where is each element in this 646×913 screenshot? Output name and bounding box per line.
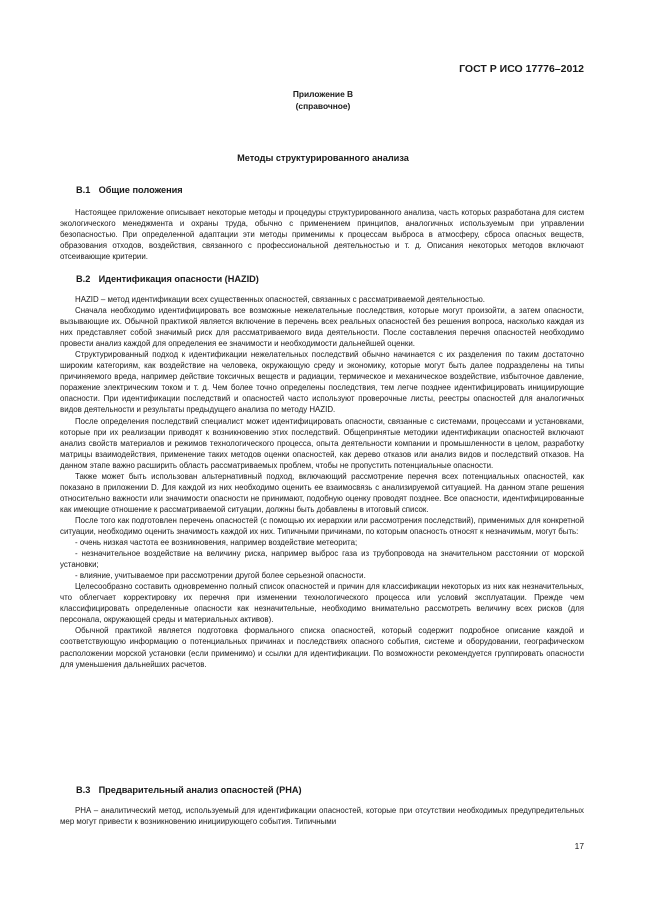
section-title: Предварительный анализ опасностей (PHA) [98, 785, 302, 795]
section-title: Общие положения [98, 185, 183, 195]
standard-header: ГОСТ Р ИСО 17776–2012 [459, 63, 584, 75]
paragraph: После определения последствий специалист может идентифицировать опасности, связанные с системами, процессами и установками, которые при их реализации приводят к возникновению этих последствий. Общепринятые методики идентификации опасностей включают анализ свойств материалов и режимов технологического процесса, опыта деятельности компании и промышленности в целом, разработку матрицы взаимодействия, применение таких методов оценки опасностей, как дерево отказов или анализ видов и последствий отказов. На данном этапе важно расширить область рассматриваемых проблем, чтобы не пропустить потенциальные опасности. [60, 416, 584, 470]
section-heading-b1 [76, 185, 183, 195]
main-title: Методы структурированного анализа [237, 153, 409, 163]
paragraph: Целесообразно составить одновременно полный список опасностей и причин для классификации некоторых из них как незначительных, что облегчает корректировку их перечня при изменении технологического процесса или условий эксплуатации. Прежде чем классифицировать определенные опасности как незначительные, необходимо внимательно рассмотреть величину всех рисков (для персонала, окружающей среды и материальных активов). [60, 582, 584, 625]
paragraph: Структурированный подход к идентификации нежелательных последствий обычно начинается с их разделения по таким достаточно широким категориям, как воздействие на человека, окружающую среду и экономику, которые могут быть далее подразделены на типы причиняемого вреда, например действие токсичных веществ и радиации, термическое и механическое воздействие, избыточное давление, поражение электрическим током и т. д. Чем более точно определены последствия, тем легче позднее идентифицировать инициирующие опасности. При идентификации последствий и опасностей часто используют проверочные листы, реестры опасностей для аналогичных видов деятельности и результаты предыдущего анализа по методу HAZID. [60, 350, 584, 415]
section-heading-b2 [76, 274, 259, 284]
paragraph: Обычной практикой является подготовка формального списка опасностей, который содержит подробное описание каждой и соответствующую информацию о потенциальных причинах и последствиях опасного события, системе и оборудовании, географическом расположении морской установки (если применимо) и ссылки для идентификации. По возможности рекомендуется группировать опасности для уменьшения дальнейших расчетов. [60, 626, 584, 669]
list-item: - очень низкая частота ее возникновения, например воздействие метеорита; [75, 538, 358, 548]
paragraph: После того как подготовлен перечень опасностей (с помощью их иерархии или рассмотрения последствий), применимых для конкретной ситуации, необходимо оценить значимость каждой их них. Типичными причинами, по которым опасность относят к незначимым, могут быть: [60, 515, 584, 536]
list-item: - незначительное воздействие на величину риска, например выброс газа из трубопровода на значительном расстоянии от морской установки; [60, 549, 584, 570]
annex-title: Приложение В [292, 89, 354, 99]
section-number: В.2 [76, 274, 91, 284]
paragraph: Сначала необходимо идентифицировать все возможные нежелательные последствия, которые могут произойти, а затем опасности, вызывающие их. Обычной практикой является включение в перечень всех реальных опасностей без решения вопроса, насколько каждая из них представляет собой значимый риск для рассматриваемого вида деятельности. После составления перечня опасностей необходимо провести анализ каждой для определения ее значимости и необходимости дальнейшей оценки. [60, 306, 584, 349]
paragraph: Настоящее приложение описывает некоторые методы и процедуры структурированного анализа, часть которых разработана для систем экологического менеджмента и охраны труда, обычно с применением принципов, аналогичных используемым при управлении безопасностью. При определенной адаптации эти методы применимы к процессам выброса в атмосферу, сброса опасных веществ, образования отходов, воздействия, связанного с профессиональной деятельностью и т. д. Описания некоторых методов включают отсеивающие критерии. [60, 208, 584, 262]
section-body-b2 [60, 294, 584, 670]
paragraph: HAZID – метод идентификации всех существенных опасностей, связанных с рассматриваемой деятельностью. [75, 295, 485, 304]
page-number: 17 [574, 841, 584, 851]
section-heading-b3 [76, 785, 302, 795]
annex-subtitle: (справочное) [295, 101, 351, 111]
section-title: Идентификация опасности (HAZID) [98, 274, 259, 284]
section-number: В.1 [76, 185, 91, 195]
list-item: - влияние, учитываемое при рассмотрении другой более серьезной опасности. [75, 571, 366, 581]
paragraph: Также может быть использован альтернативный подход, включающий рассмотрение перечня всех потенциальных опасностей, как показано в приложении D. Для каждой из них необходимо оценить ее взаимосвязь с анализируемой ситуацией. На данном этапе решения относительно важности или значимости опасности не принимают, подобную оценку проводят позднее. Все опасности, идентифицированные как имеющие отношение к рассматриваемой ситуации, должны быть добавлены в итоговый список. [60, 471, 584, 514]
section-body-b1 [60, 207, 584, 262]
section-body-b3 [60, 805, 584, 827]
paragraph: PHA – аналитический метод, используемый для идентификации опасностей, которые при отсутствии необходимых предупредительных мер могут привести к возникновению инициирующего события. Типичными [60, 806, 584, 827]
section-number: В.3 [76, 785, 91, 795]
